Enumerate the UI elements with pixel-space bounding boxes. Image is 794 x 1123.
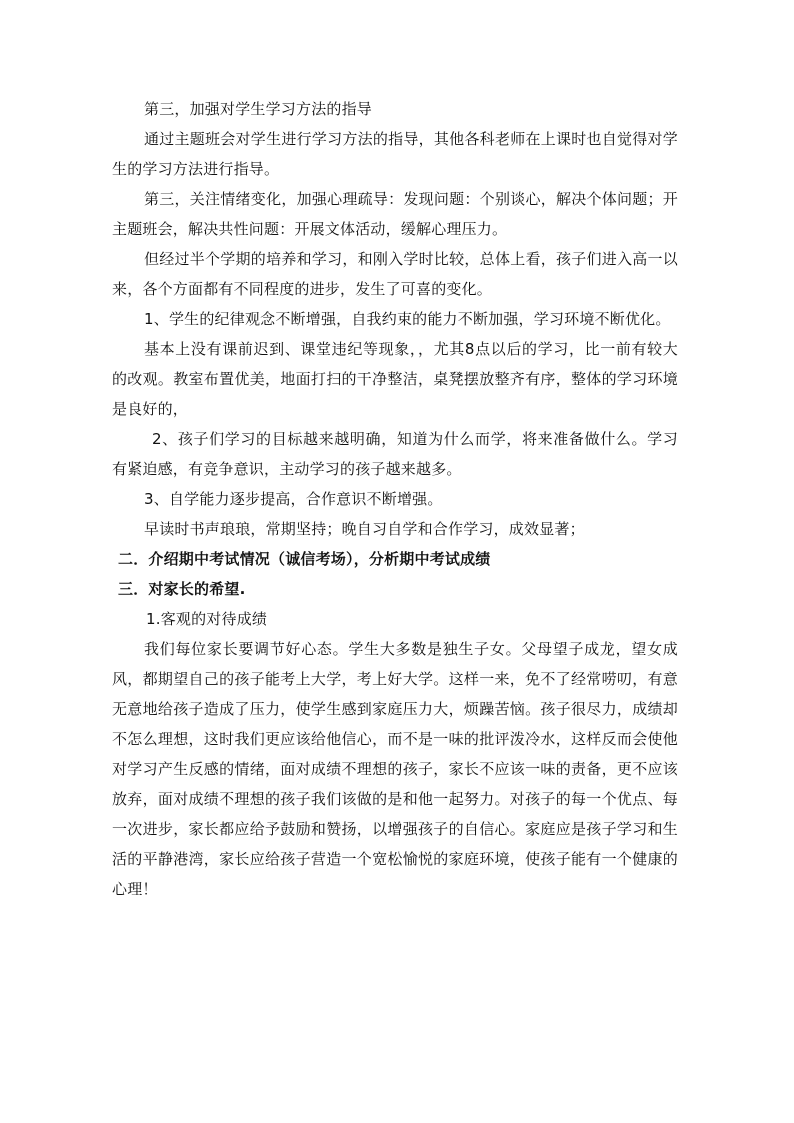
paragraph-parent-advice: 我们每位家长要调节好心态。学生大多数是独生子女。父母望子成龙，望女成风，都期望自己的孩子能考上大学，考上好大学。这样一来，免不了经常唠叨，有意无意地给孩子造成了压力，使学生感到家庭压力大，烦躁苦恼。孩子很尽力，成绩却不怎么理想，这时我们更应该给他信心，而不是一味的批评泼冷水，这样反而会使他对学习产生反感的情绪，面对成绩不理想的孩子，家长不应该一味的责备，更不应该放弃，面对成绩不理想的孩子我们该做的是和他一起努力。对孩子的每一个优点、每一次进步，家长都应给予鼓励和赞扬，以增强孩子的自信心。家庭应是孩子学习和生活的平静港湾，家长应给孩子营造一个宽松愉悦的家庭环境，使孩子能有一个健康的心理！ bbox=[112, 640, 678, 898]
paragraph-item-discipline: 1、学生的纪律观念不断增强，自我约束的能力不断加强，学习环境不断优化。 bbox=[144, 310, 671, 328]
paragraph-item-goals: 2、孩子们学习的目标越来越明确，知道为什么而学，将来准备做什么。学习有紧迫感，有竞争意识，主动学习的孩子越来越多。 bbox=[112, 430, 678, 478]
subheading-objective-results: 1.客观的对待成绩 bbox=[146, 610, 268, 628]
paragraph-emotion-guidance: 第三，关注情绪变化，加强心理疏导：发现问题：个别谈心，解决个体问题；开主题班会，解决共性问题：开展文体活动，缓解心理压力。 bbox=[112, 190, 678, 238]
paragraph-methods-detail: 通过主题班会对学生进行学习方法的指导，其他各科老师在上课时也自觉得对学生的学习方法进行指导。 bbox=[112, 130, 678, 178]
heading-parent-expectations: 三．对家长的希望. bbox=[118, 580, 246, 598]
heading-midterm-exam: 二．介绍期中考试情况（诚信考场），分析期中考试成绩 bbox=[118, 550, 491, 568]
paragraph-self-study-detail: 早读时书声琅琅，常期坚持；晚自习自学和合作学习，成效显著； bbox=[144, 520, 585, 538]
document-body bbox=[112, 94, 678, 904]
paragraph-progress-summary: 但经过半个学期的培养和学习，和刚入学时比较，总体上看，孩子们进入高一以来，各个方面都有不同程度的进步，发生了可喜的变化。 bbox=[112, 250, 678, 298]
paragraph-section-three-methods: 第三，加强对学生学习方法的指导 bbox=[144, 100, 373, 118]
paragraph-item-self-study: 3、自学能力逐步提高，合作意识不断增强。 bbox=[144, 490, 443, 508]
paragraph-discipline-detail: 基本上没有课前迟到、课堂违纪等现象，，尤其8点以后的学习，比一前有较大的改观。教室布置优美，地面打扫的干净整洁，桌凳摆放整齐有序，整体的学习环境是良好的， bbox=[112, 340, 678, 418]
